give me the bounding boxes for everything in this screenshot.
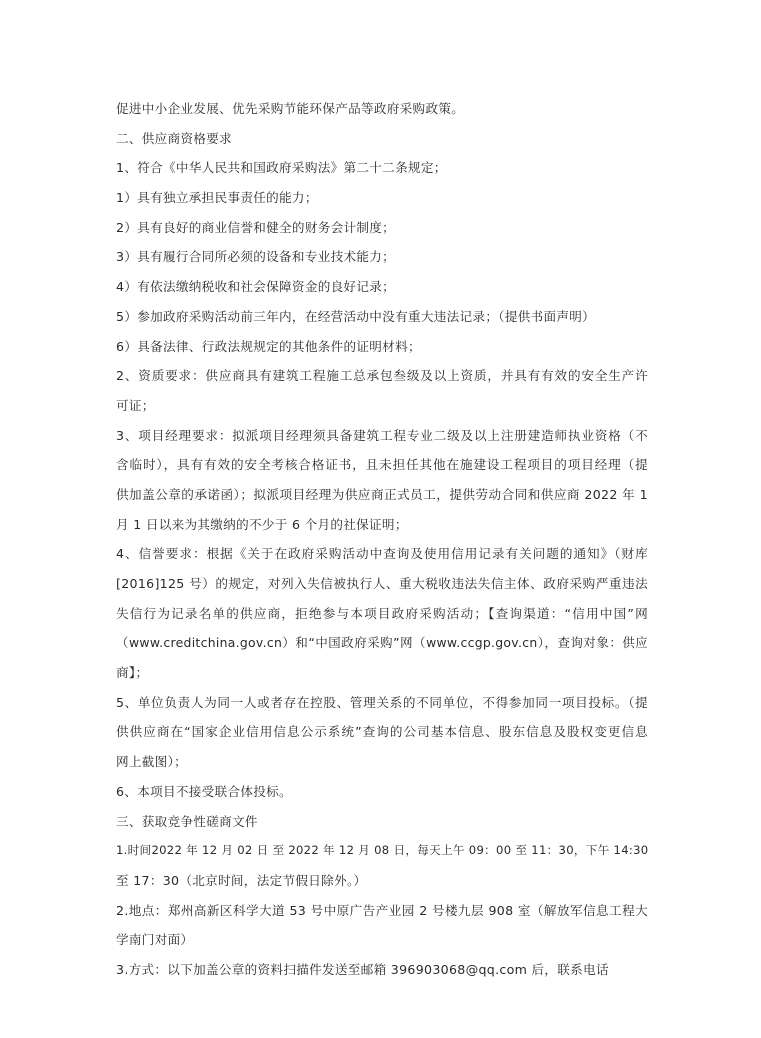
text-line: 4）有依法缴纳税收和社会保障资金的良好记录；: [116, 279, 396, 295]
text-line: [2016]125 号）的规定，对列入失信被执行人、重大税收违法失信主体、政府采购严重违法: [116, 576, 648, 591]
section-heading: 三、获取竞争性磋商文件: [116, 813, 258, 829]
text-line: 商】；: [116, 665, 149, 681]
text-line: 促进中小企业发展、优先采购节能环保产品等政府采购政策。: [116, 101, 465, 116]
text-line: 3）具有履行合同所必须的设备和专业技术能力；: [116, 249, 396, 265]
text-line: 供加盖公章的承诺函）；拟派项目经理为供应商正式员工，提供劳动合同和供应商 2022 年 1: [116, 486, 648, 502]
text-line: 1.时间2022 年 12 月 02 日 至 2022 年 12 月 08 日，每天上午 09：00 至 11：30，下午 14:30: [116, 843, 648, 858]
text-line: 供供应商在“国家企业信用信息公示系统”查询的公司基本信息、股东信息及股权变更信息: [116, 724, 648, 740]
text-line: 3.方式：以下加盖公章的资料扫描件发送至邮箱 396903068@qq.com 后，联系电话: [116, 961, 609, 977]
text-line: 失信行为记录名单的供应商，拒绝参与本项目政府采购活动；【查询渠道：“信用中国”网: [116, 605, 648, 621]
text-line: （www.creditchina.gov.cn）和“中国政府采购”网（www.ccgp.gov.cn），查询对象：供应: [116, 635, 648, 651]
text-line: 3、项目经理要求：拟派项目经理须具备建筑工程专业二级及以上注册建造师执业资格（不: [116, 427, 648, 443]
text-line: 2、资质要求：供应商具有建筑工程施工总承包叁级及以上资质，并具有有效的安全生产许: [116, 368, 648, 384]
section-heading: 二、供应商资格要求: [116, 130, 233, 146]
text-line: 4、信誉要求：根据《关于在政府采购活动中查询及使用信用记录有关问题的通知》（财库: [116, 546, 648, 562]
text-line: 6、本项目不接受联合体投标。: [116, 783, 292, 799]
text-line: 可证；: [116, 397, 155, 413]
text-line: 含临时），具有有效的安全考核合格证书，且未担任其他在施建设工程项目的项目经理（提: [116, 457, 648, 473]
text-line: 学南门对面）: [116, 932, 194, 948]
text-line: 5）参加政府采购活动前三年内，在经营活动中没有重大违法记录；（提供书面声明）: [116, 308, 596, 324]
text-line: 网上截图）；: [116, 754, 188, 770]
text-line: 6）具备法律、行政法规规定的其他条件的证明材料；: [116, 338, 421, 354]
text-line: 2.地点：郑州高新区科学大道 53 号中原广告产业园 2 号楼九层 908 室（解放军信息工程大: [116, 902, 648, 918]
text-line: 月 1 日以来为其缴纳的不少于 6 个月的社保证明；: [116, 516, 408, 532]
text-line: 2）具有良好的商业信誉和健全的财务会计制度；: [116, 219, 396, 235]
document-body: [116, 94, 648, 985]
text-line: 5、单位负责人为同一人或者存在控股、管理关系的不同单位，不得参加同一项目投标。（提: [116, 694, 648, 710]
text-line: 1）具有独立承担民事责任的能力；: [116, 190, 318, 206]
text-line: 1、符合《中华人民共和国政府采购法》第二十二条规定；: [116, 160, 447, 176]
text-line: 至 17：30（北京时间，法定节假日除外。）: [116, 872, 367, 888]
